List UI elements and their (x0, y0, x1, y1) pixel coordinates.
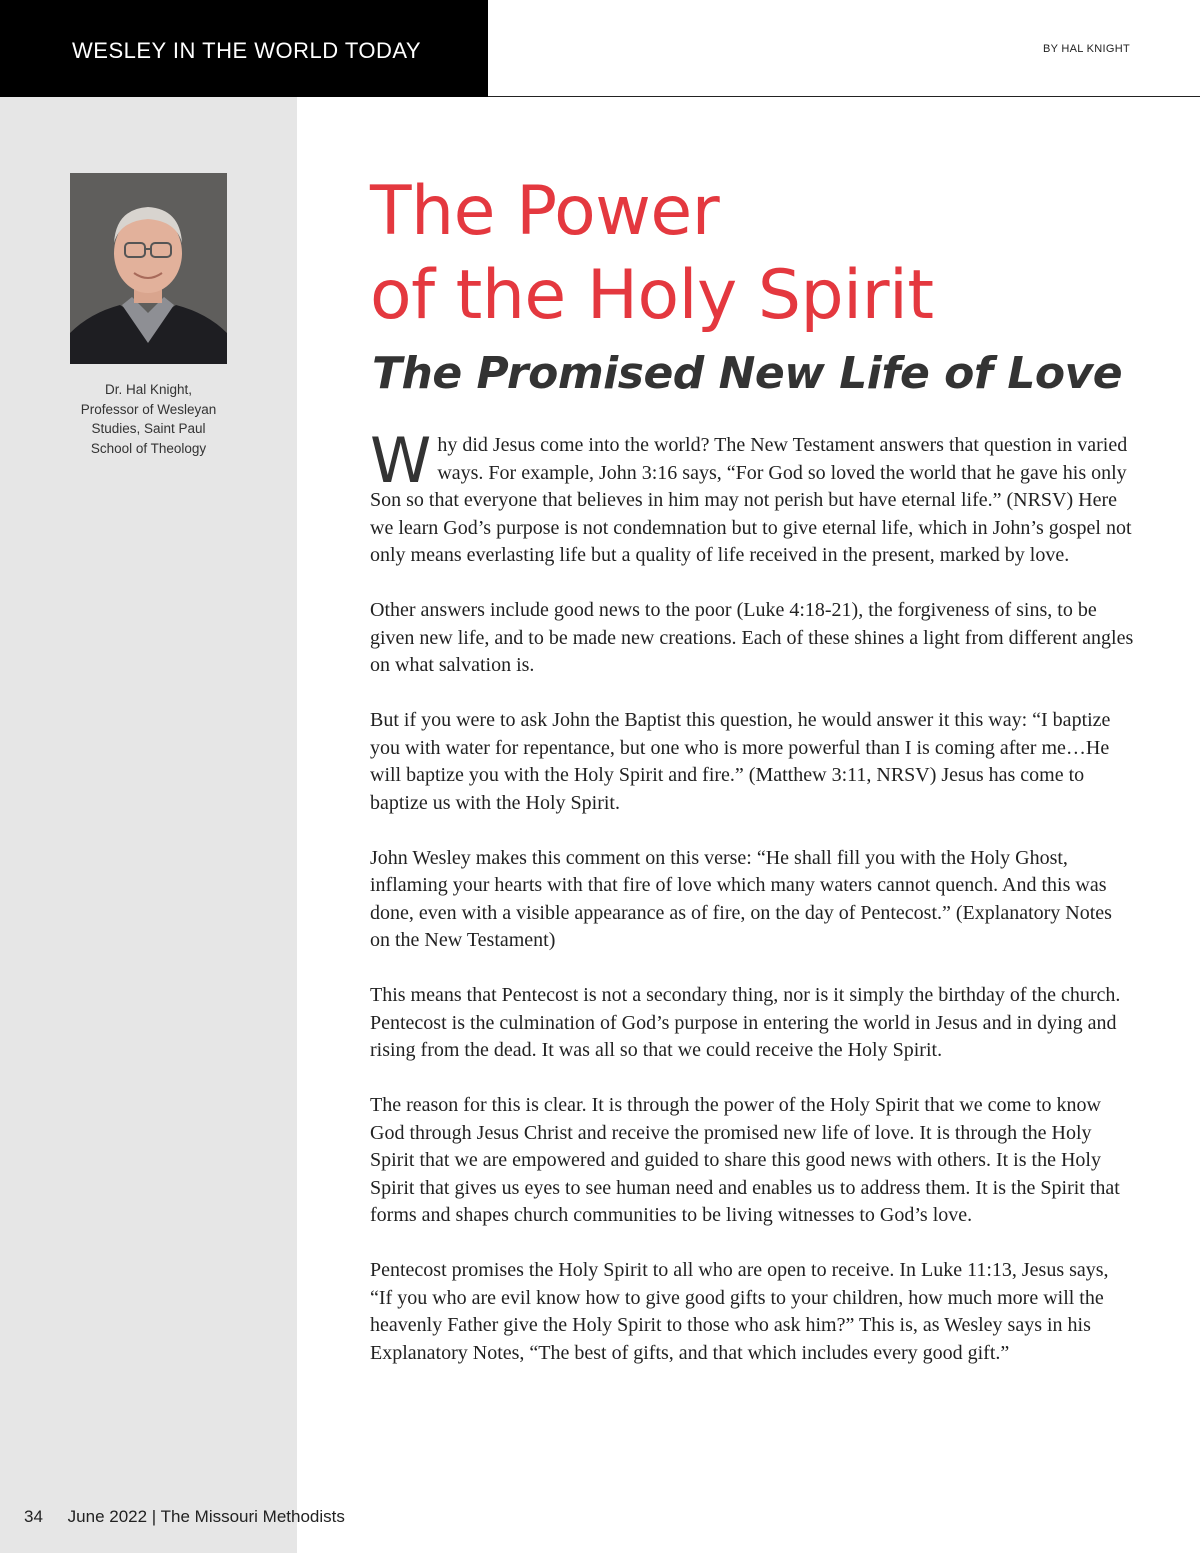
paragraph-3: But if you were to ask John the Baptist this question, he would answer it this way: “I baptize you with water for repentance, but one who is more powerful than I is coming after me…He will baptize you with the Holy Spirit and fire.” (Matthew 3:11, NRSV) Jesus has come to baptize us with the Holy Spirit. (370, 709, 1111, 814)
paragraph-4: John Wesley makes this comment on this verse: “He shall fill you with the Holy Ghost, inflaming your hearts with that fire of love which many waters cannot quench. And this was done, even with a visible appearance as of fire, on the day of Pentecost.” (Explanatory Notes on the New Testament) (370, 846, 1112, 951)
paragraph-1-text: hy did Jesus come into the world? The New Testament answers that question in varied ways. For example, John 3:16 says, “For God so loved the world that he gave his only Son so that everyone that believes in him may not perish but have eternal life.” (NRSV) Here we learn God’s purpose is not condemnation but to give eternal life, which in John’s gospel not only means everlasting life but a quality of life received in the present, marked by love. (370, 434, 1132, 566)
paragraph-2: Other answers include good news to the poor (Luke 4:18-21), the forgiveness of sins, to be given new life, and to be made new creations. Each of these shines a light from different angles on what salvation is. (370, 599, 1134, 676)
caption-line: Professor of Wesleyan (80, 401, 217, 417)
paragraph-7: Pentecost promises the Holy Spirit to all who are open to receive. In Luke 11:13, Jesus says, “If you who are evil know how to give good gifts to your children, how much more will the heavenly Father give the Holy Spirit to those who ask him?” This is, as Wesley says in his Explanatory Notes, “The best of gifts, and that which includes every good gift.” (370, 1259, 1109, 1364)
article-subtitle: The Promised New Life of Love (372, 348, 1123, 399)
byline: BY HAL KNIGHT (1042, 43, 1130, 55)
article-title (370, 170, 1130, 338)
paragraph-5: This means that Pentecost is not a secondary thing, nor is it simply the birthday of the church. Pentecost is the culmination of God’s purpose in entering the world in Jesus and in dying and rising from the dead. It was all so that we could receive the Holy Spirit. (370, 984, 1121, 1061)
caption-line: Studies, Saint Paul (91, 421, 206, 436)
article-body (370, 424, 1135, 1395)
section-header-bar (0, 0, 488, 97)
title-line-2: of the Holy Spirit (370, 256, 934, 335)
caption-line: Dr. Hal Knight, (104, 382, 193, 397)
caption-line: School of Theology (90, 440, 207, 456)
section-title: WESLEY IN THE WORLD TODAY (72, 38, 422, 63)
header-rule (488, 96, 1200, 97)
photo-caption (60, 380, 237, 458)
author-photo (70, 173, 227, 364)
footer-separator: | (151, 1507, 157, 1526)
page-number: 34 (24, 1507, 43, 1526)
drop-cap: W (370, 424, 432, 497)
title-line-1: The Power (370, 172, 720, 251)
paragraph-6: The reason for this is clear. It is through the power of the Holy Spirit that we come to know God through Jesus Christ and receive the promised new life of love. It is through the Holy Spirit that we are empowered and guided to share this good news with others. It is the Holy Spirit that gives us eyes to see human need and enables us to address them. It is the Spirit that forms and shapes church communities to be living witnesses to God’s love. (370, 1094, 1120, 1226)
publication-name: The Missouri Methodists (160, 1507, 345, 1526)
issue-date: June 2022 (67, 1507, 148, 1526)
paragraph-1 (370, 424, 1135, 570)
page-footer (24, 1507, 345, 1527)
